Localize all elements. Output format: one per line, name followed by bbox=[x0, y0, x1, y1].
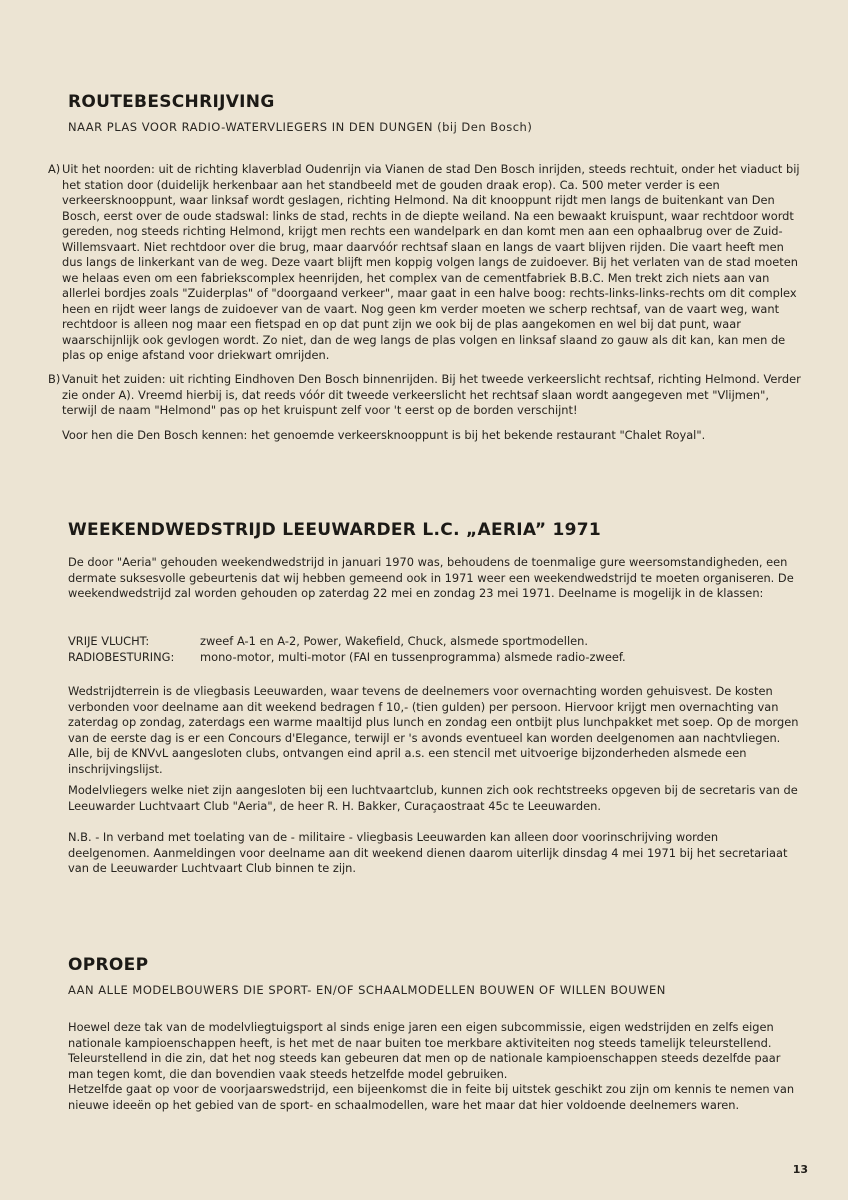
class-value: zweef A-1 en A-2, Power, Wakefield, Chuck, alsmede sportmodellen. bbox=[200, 634, 588, 648]
item-b-marker: B) bbox=[48, 372, 61, 386]
class-label: VRIJE VLUCHT: bbox=[68, 634, 150, 648]
item-a-marker: A) bbox=[48, 162, 61, 176]
oproep-paragraph-1: Hoewel deze tak van de modelvliegtuigsport al sinds enige jaren een eigen subcommissie, eigen wedstrijden en zelfs eigen nationale kampioenschappen heeft, is het met de naar buiten toe merkbare aktiviteiten nog steeds tamelijk teleurstellend. Teleurstellend in die zin, dat het nog steeds kan gebeuren dat men op de nationale kampioenschappen steeds dezelfde paar man tegen komt, die dan bovendien vaak steeds hetzelfde model gebruiken. bbox=[68, 1020, 781, 1081]
route-b-text: Vanuit het zuiden: uit richting Eindhoven Den Bosch binnenrijden. Bij het tweede verkeerslicht rechtsaf, richting Helmond. Verder zie onder A). Vreemd hierbij is, dat reeds vóór dit tweede verkeerslicht het rechtsaf slaan wordt aangegeven met "Vlijmen", terwijl de naam "Helmond" pas op het kruispunt zelf voor 't eerst op de borden verschijnt! bbox=[62, 372, 801, 417]
route-title: ROUTEBESCHRIJVING bbox=[68, 92, 275, 112]
oproep-subtitle: AAN ALLE MODELBOUWERS DIE SPORT- EN/OF SCHAALMODELLEN BOUWEN OF WILLEN BOUWEN bbox=[68, 983, 666, 997]
oproep-paragraph-2: Hetzelfde gaat op voor de voorjaarswedstrijd, een bijeenkomst die in feite bij uitstek geschikt zou zijn om kennis te nemen van nieuwe ideeën op het gebied van de sport- en schaalmodellen, ware het maar dat hier voldoende deelnemers waren. bbox=[68, 1082, 795, 1112]
weekend-intro: De door "Aeria" gehouden weekendwedstrijd in januari 1970 was, behoudens de toenmalige gure weersomstandigheden, een dermate suksesvolle gebeurtenis dat wij hebben gemeend ook in 1971 weer een weekendwedstrijd te moeten organiseren. De weekendwedstrijd zal worden gehouden op zaterdag 22 mei en zondag 23 mei 1971. Deelname is mogelijk in de klassen: bbox=[68, 555, 794, 600]
route-subtitle: NAAR PLAS VOOR RADIO-WATERVLIEGERS IN DEN DUNGEN (bij Den Bosch) bbox=[68, 120, 533, 134]
weekend-modelers: Modelvliegers welke niet zijn aangesloten bij een luchtvaartclub, kunnen zich ook rechtstreeks opgeven bij de secretaris van de Leeuwarder Luchtvaart Club "Aeria", de heer R. H. Bakker, Curaçaostraat 45c te Leeuwarden. bbox=[68, 783, 798, 813]
class-label: RADIOBESTURING: bbox=[68, 649, 175, 664]
class-row bbox=[68, 650, 803, 666]
route-item-b bbox=[48, 372, 802, 419]
route-item-a bbox=[48, 162, 802, 364]
class-row bbox=[68, 634, 803, 650]
weekend-terrain: Wedstrijdterrein is de vliegbasis Leeuwarden, waar tevens de deelnemers voor overnachting worden gehuisvest. De kosten verbonden voor deelname aan dit weekend bedragen f 10,- (tien gulden) per persoon. Hiervoor krijgt men overnachting van zaterdag op zondag, zaterdags een warme maaltijd plus lunch en zondag een ontbijt plus lunchpakket met soep. Op de morgen van de eerste dag is er een Concours d'Elegance, terwijl er 's avonds eventueel kan worden deelgenomen aan nachtvliegen. Alle, bij de KNVvL aangesloten clubs, ontvangen eind april a.s. een stencil met uitvoerige bijzonderheden alsmede een inschrijvingslijst. bbox=[68, 684, 799, 776]
class-value: mono-motor, multi-motor (FAI en tussenprogramma) alsmede radio-zweef. bbox=[200, 649, 626, 664]
oproep-title: OPROEP bbox=[68, 955, 149, 975]
weekend-classes bbox=[68, 634, 803, 665]
weekend-title: WEEKENDWEDSTRIJD LEEUWARDER L.C. „AERIA” 1971 bbox=[68, 520, 602, 540]
weekend-nb: N.B. - In verband met toelating van de - militaire - vliegbasis Leeuwarden kan alleen door voorinschrijving worden deelgenomen. Aanmeldingen voor deelname aan dit weekend dienen daarom uiterlijk dinsdag 4 mei 1971 bij het secretariaat van de Leeuwarder Luchtvaart Club binnen te zijn. bbox=[68, 830, 788, 875]
route-note: Voor hen die Den Bosch kennen: het genoemde verkeersknooppunt is bij het bekende restaurant "Chalet Royal". bbox=[62, 428, 706, 442]
page-number: 13 bbox=[792, 1163, 808, 1176]
route-a-text: Uit het noorden: uit de richting klaverblad Oudenrijn via Vianen de stad Den Bosch inrijden, steeds rechtuit, onder het viaduct bij het station door (duidelijk herkenbaar aan het standbeeld met de gouden draak erop). Ca. 500 meter verder is een verkeersknooppunt, waar linksaf wordt geslagen, richting Helmond. Na dit knooppunt rijdt men langs de buitenkant van Den Bosch, eerst over de oude stadswal: links de stad, rechts in de diepte weiland. Na een bewaakt kruispunt, waar rechtdoor wordt gereden, nog steeds richting Helmond, krijgt men rechts een wandelpark en dan komt men aan een ophaalbrug over de Zuid-Willemsvaart. Niet rechtdoor over die brug, maar daarvóór rechtsaf slaan en langs de vaart blijven rijden. Die vaart heeft men dus langs de linkerkant van de weg. Deze vaart blijft men koppig volgen langs de zuidoever. Bij het verlaten van de stad moeten we helaas even om een fabriekscomplex heenrijden, het complex van de cementfabriek B.B.C. Men trekt zich niets aan van allerlei bordjes zoals "Zuiderplas" of "doorgaand verkeer", maar gaat in een halve boog: rechts-links-links-rechts om dit complex heen en rijdt weer langs de zuidoever van de vaart. Nog geen km verder moeten we scherp rechtsaf, van de vaart weg, want rechtdoor is alleen nog maar een fietspad en op dat punt zijn we ook bij de plas aangekomen en wel bij dat punt, waar waarschijnlijk ook gevlogen wordt. Zo niet, dan de weg langs de plas volgen en linksaf slaand zo gauw als dit kan, kan men de plas op enige afstand voor driekwart omrijden. bbox=[62, 162, 800, 362]
